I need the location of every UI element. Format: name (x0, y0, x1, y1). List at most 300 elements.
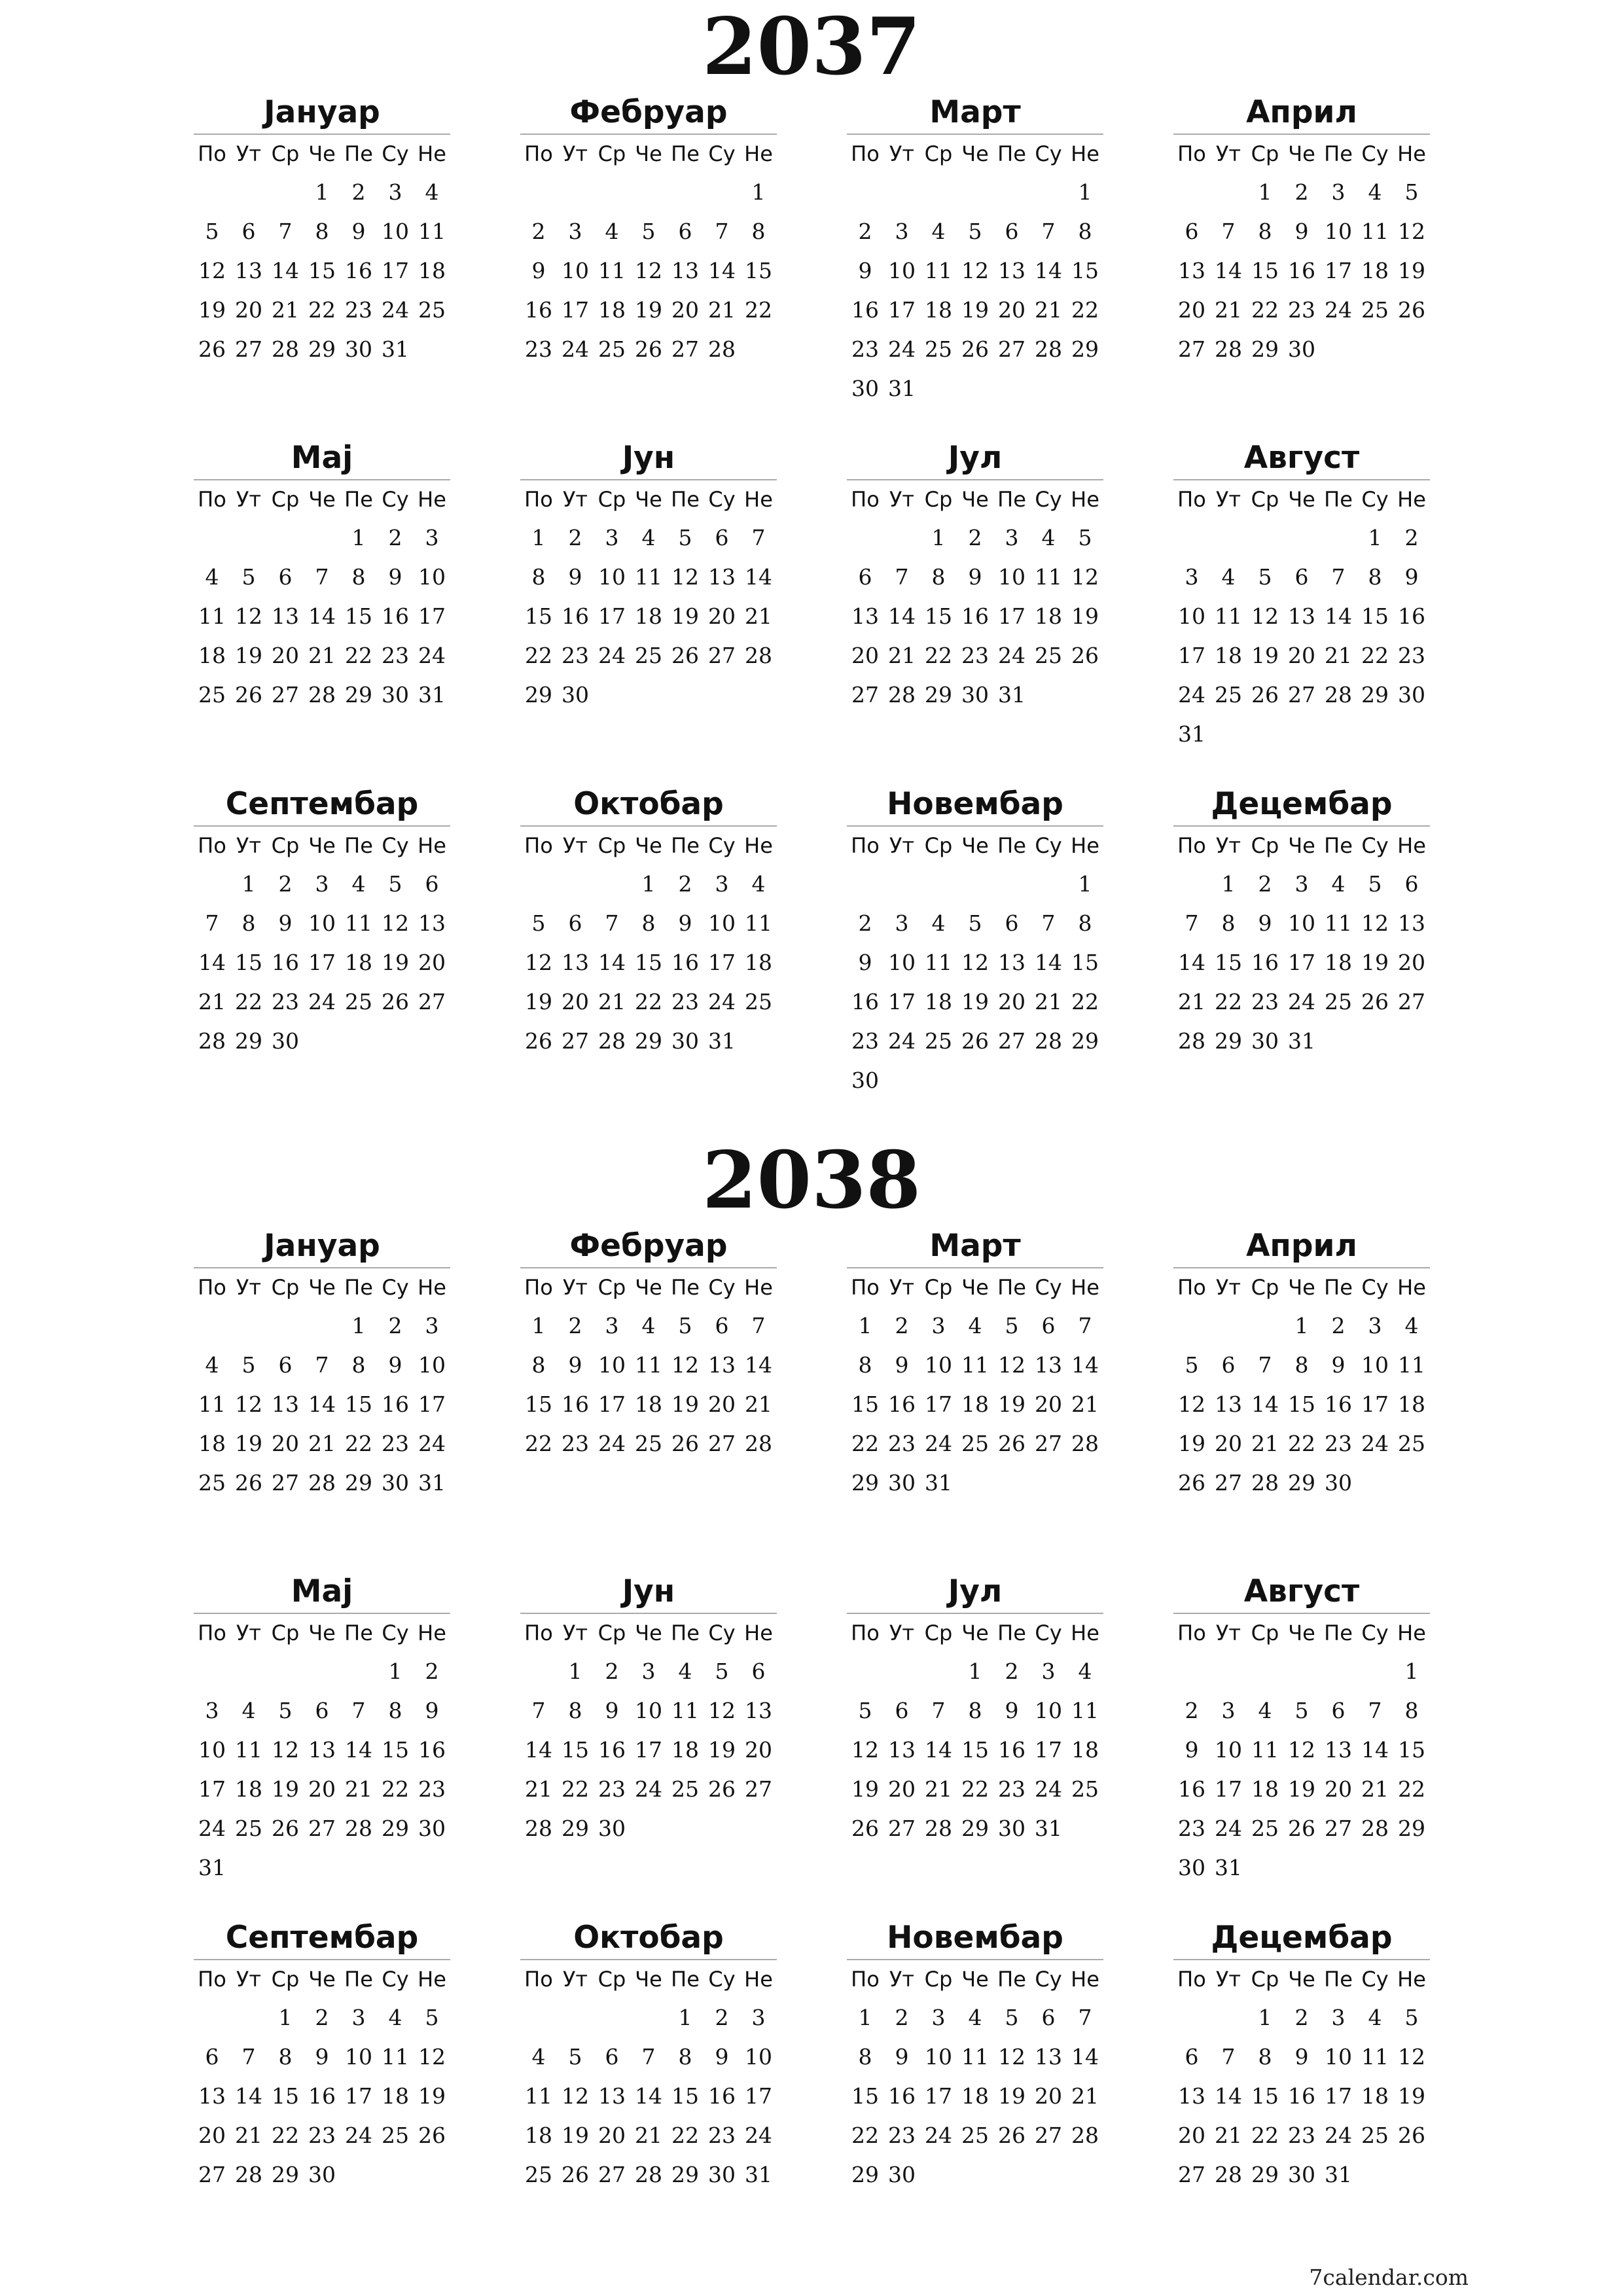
weekday-header (520, 135, 777, 173)
day-cell: 19 (235, 1431, 262, 1456)
day-cell (1247, 518, 1283, 558)
weekday-label: Су (1035, 141, 1062, 166)
day-cell: 4 (678, 1659, 692, 1684)
day-cell: 22 (382, 1776, 409, 1802)
day-cell: 20 (998, 989, 1026, 1014)
day-cell (1357, 1463, 1393, 1503)
day-cell: 27 (235, 336, 262, 362)
day-cell: 11 (1325, 910, 1352, 936)
day-cell: 16 (888, 2083, 916, 2109)
day-cell (1393, 1848, 1430, 1888)
day-cell: 19 (198, 297, 226, 323)
weekday-header (847, 1614, 1103, 1652)
day-cell: 24 (998, 643, 1026, 668)
weekday-label: Че (308, 833, 336, 858)
weekday-label: Ут (889, 141, 915, 166)
day-cell (957, 369, 993, 408)
day-cell (1210, 173, 1247, 212)
day-cell: 29 (925, 682, 952, 708)
day-cell: 16 (851, 989, 879, 1014)
day-cell: 26 (998, 1431, 1026, 1456)
day-cell: 22 (1288, 1431, 1315, 1456)
day-cell: 27 (418, 989, 446, 1014)
month-title: Фебруар (520, 92, 777, 135)
day-cell: 18 (345, 950, 372, 975)
day-cell: 30 (272, 1028, 299, 1054)
day-cell: 10 (418, 1352, 446, 1378)
month-title: Април (1173, 1225, 1430, 1268)
day-cell: 31 (382, 336, 409, 362)
day-cell: 21 (925, 1776, 952, 1802)
week-row (847, 1998, 1103, 2037)
day-cell: 19 (671, 1391, 699, 1417)
day-cell: 6 (568, 910, 582, 936)
day-cell: 26 (708, 1776, 736, 1802)
day-cell: 1 (568, 1659, 582, 1684)
week-row (1173, 1424, 1430, 1463)
day-cell: 5 (205, 219, 219, 244)
day-cell: 2 (605, 1659, 619, 1684)
weekday-label: Су (1361, 141, 1389, 166)
day-cell: 8 (1368, 564, 1382, 590)
day-cell: 25 (961, 1431, 989, 1456)
weekday-label: Не (744, 141, 773, 166)
day-cell: 10 (635, 1698, 662, 1723)
day-cell: 15 (382, 1737, 409, 1763)
day-cell: 27 (745, 1776, 772, 1802)
day-cell: 21 (1071, 1391, 1099, 1417)
day-cell: 1 (351, 1313, 366, 1338)
day-cell (993, 369, 1030, 408)
month-block (1173, 92, 1430, 369)
day-cell: 22 (345, 1431, 372, 1456)
day-cell: 20 (1288, 643, 1315, 668)
day-cell (957, 173, 993, 212)
day-cell: 22 (525, 643, 552, 668)
day-cell: 26 (272, 1816, 299, 1841)
day-cell: 26 (1178, 1470, 1205, 1496)
week-row (1173, 1731, 1430, 1770)
day-cell: 30 (888, 1470, 916, 1496)
day-cell: 24 (635, 1776, 662, 1802)
day-cell: 4 (1258, 1698, 1272, 1723)
day-cell: 9 (968, 564, 982, 590)
month-block (847, 92, 1103, 408)
day-cell: 13 (998, 950, 1026, 975)
day-cell: 16 (1178, 1776, 1205, 1802)
day-cell: 25 (198, 1470, 226, 1496)
day-cell: 10 (562, 258, 589, 283)
day-cell: 11 (382, 2044, 409, 2070)
weekday-label: По (198, 833, 226, 858)
day-cell: 14 (1251, 1391, 1279, 1417)
day-cell: 5 (568, 2044, 582, 2070)
month-title: Новембар (847, 783, 1103, 827)
day-cell: 7 (1331, 564, 1346, 590)
day-cell (957, 1061, 993, 1100)
day-cell: 10 (598, 1352, 626, 1378)
day-cell: 28 (1035, 336, 1062, 362)
day-cell: 4 (531, 2044, 546, 2070)
weekday-label: По (851, 1967, 880, 1992)
month-block (194, 1225, 450, 1503)
day-cell: 25 (1251, 1816, 1279, 1841)
day-cell: 9 (1294, 219, 1309, 244)
day-cell: 8 (968, 1698, 982, 1723)
week-row (847, 1731, 1103, 1770)
day-cell: 20 (272, 1431, 299, 1456)
week-row (194, 1652, 450, 1691)
day-cell (993, 1061, 1030, 1100)
day-cell: 27 (272, 682, 299, 708)
day-cell (1320, 1022, 1357, 1061)
weekday-label: Ср (271, 1967, 300, 1992)
day-cell: 19 (961, 297, 989, 323)
week-row (194, 1770, 450, 1809)
day-cell: 6 (1221, 1352, 1236, 1378)
weekday-header (847, 1960, 1103, 1998)
day-cell: 27 (272, 1470, 299, 1496)
day-cell (883, 1061, 920, 1100)
day-cell: 1 (531, 525, 546, 550)
week-row (194, 330, 450, 369)
day-cell: 13 (1215, 1391, 1242, 1417)
day-cell: 6 (278, 1352, 293, 1378)
day-cell: 21 (745, 603, 772, 629)
day-cell: 31 (1178, 721, 1205, 747)
day-cell: 20 (418, 950, 446, 975)
weekday-label: Ср (924, 1621, 953, 1645)
day-cell (194, 865, 230, 904)
day-cell: 2 (858, 219, 872, 244)
day-cell: 27 (708, 643, 736, 668)
day-cell (1247, 1848, 1283, 1888)
day-cell: 15 (671, 2083, 699, 2109)
day-cell: 21 (308, 1431, 336, 1456)
day-cell: 23 (562, 643, 589, 668)
day-cell (630, 173, 667, 212)
day-cell: 5 (1404, 2005, 1419, 2030)
weekday-header (194, 827, 450, 865)
week-row (847, 251, 1103, 291)
weekday-header (847, 480, 1103, 518)
weekday-label: Че (961, 1967, 989, 1992)
day-cell: 26 (562, 2162, 589, 2187)
day-cell: 25 (1035, 643, 1062, 668)
day-cell: 24 (1325, 297, 1352, 323)
day-cell: 20 (272, 643, 299, 668)
day-cell: 26 (525, 1028, 552, 1054)
day-cell: 29 (1398, 1816, 1425, 1841)
day-cell: 25 (925, 336, 952, 362)
day-cell (630, 1809, 667, 1848)
weekday-label: Ут (236, 141, 262, 166)
month-block (847, 1917, 1103, 2195)
day-cell (267, 1306, 304, 1346)
week-row (520, 2077, 777, 2116)
weekday-label: Су (708, 1621, 736, 1645)
week-row (520, 173, 777, 212)
day-cell (340, 2155, 377, 2195)
day-cell (993, 1463, 1030, 1503)
day-cell (1320, 715, 1357, 754)
day-cell: 29 (345, 1470, 372, 1496)
weekday-header (1173, 480, 1430, 518)
weekday-label: Ут (236, 1621, 262, 1645)
day-cell: 17 (345, 2083, 372, 2109)
day-cell: 8 (531, 564, 546, 590)
day-cell: 8 (531, 1352, 546, 1378)
day-cell: 16 (851, 297, 879, 323)
day-cell: 30 (888, 2162, 916, 2187)
day-cell: 14 (198, 950, 226, 975)
day-cell: 3 (1294, 871, 1309, 897)
day-cell (230, 1998, 267, 2037)
weekday-label: По (851, 833, 880, 858)
week-row (1173, 1463, 1430, 1503)
weekday-label: Ср (271, 487, 300, 512)
weekday-header (194, 135, 450, 173)
week-row (520, 212, 777, 251)
day-cell: 2 (1294, 179, 1309, 205)
day-cell (594, 1998, 630, 2037)
day-cell: 30 (418, 1816, 446, 1841)
weekday-label: По (524, 141, 553, 166)
day-cell: 26 (382, 989, 409, 1014)
day-cell: 11 (1361, 219, 1389, 244)
day-cell: 17 (1325, 258, 1352, 283)
day-cell: 1 (1404, 1659, 1419, 1684)
month-title: Март (847, 92, 1103, 135)
day-cell: 30 (671, 1028, 699, 1054)
day-cell: 7 (278, 219, 293, 244)
day-cell: 16 (382, 1391, 409, 1417)
weekday-label: Че (308, 141, 336, 166)
weekday-label: Че (308, 1967, 336, 1992)
day-cell: 7 (1221, 219, 1236, 244)
day-cell: 19 (671, 603, 699, 629)
day-cell: 11 (1398, 1352, 1425, 1378)
day-cell: 17 (1035, 1737, 1062, 1763)
day-cell: 30 (345, 336, 372, 362)
weekday-label: Ср (597, 1621, 626, 1645)
week-row (1173, 865, 1430, 904)
day-cell: 14 (1178, 950, 1205, 975)
day-cell: 6 (895, 1698, 909, 1723)
day-cell: 18 (671, 1737, 699, 1763)
day-cell: 12 (1361, 910, 1389, 936)
weekday-label: Ср (924, 1275, 953, 1300)
month-title: Октобар (520, 783, 777, 827)
day-cell: 8 (388, 1698, 402, 1723)
weekday-label: Су (382, 833, 409, 858)
day-cell: 1 (278, 2005, 293, 2030)
day-cell: 27 (1178, 336, 1205, 362)
day-cell: 8 (278, 2044, 293, 2070)
day-cell: 23 (888, 1431, 916, 1456)
day-cell: 22 (635, 989, 662, 1014)
day-cell: 20 (708, 1391, 736, 1417)
day-cell: 5 (1294, 1698, 1309, 1723)
weekday-label: Ут (889, 1621, 915, 1645)
day-cell: 30 (1288, 336, 1315, 362)
weekday-label: Ср (597, 487, 626, 512)
month-title: Јануар (194, 92, 450, 135)
day-cell: 6 (1041, 2005, 1056, 2030)
week-row (1173, 1385, 1430, 1424)
weekday-label: Ут (562, 1275, 588, 1300)
day-cell: 3 (605, 1313, 619, 1338)
day-cell: 29 (308, 336, 336, 362)
day-cell (267, 173, 304, 212)
day-cell: 15 (925, 603, 952, 629)
weekday-label: Пе (1324, 487, 1353, 512)
week-row (847, 518, 1103, 558)
day-cell: 27 (998, 1028, 1026, 1054)
day-cell: 13 (198, 2083, 226, 2109)
day-cell: 28 (888, 682, 916, 708)
day-cell (740, 330, 777, 369)
weekday-label: Ут (889, 833, 915, 858)
weekday-header (520, 480, 777, 518)
weekday-label: Ср (1251, 1621, 1279, 1645)
day-cell: 6 (1005, 910, 1019, 936)
day-cell: 22 (562, 1776, 589, 1802)
week-row (194, 1424, 450, 1463)
day-cell: 26 (235, 1470, 262, 1496)
day-cell: 29 (1251, 336, 1279, 362)
day-cell: 6 (1185, 219, 1199, 244)
day-cell: 5 (425, 2005, 439, 2030)
week-row (520, 251, 777, 291)
day-cell: 16 (961, 603, 989, 629)
site-credit: 7calendar.com (1309, 2265, 1469, 2290)
day-cell: 31 (925, 1470, 952, 1496)
day-cell: 4 (1041, 525, 1056, 550)
day-cell: 12 (562, 2083, 589, 2109)
day-cell: 14 (1035, 258, 1062, 283)
day-cell: 9 (1258, 910, 1272, 936)
day-cell: 6 (1331, 1698, 1346, 1723)
week-row (1173, 330, 1430, 369)
day-cell: 13 (1178, 258, 1205, 283)
day-cell: 30 (851, 1067, 879, 1093)
day-cell: 1 (641, 871, 656, 897)
week-row (194, 212, 450, 251)
day-cell: 10 (888, 950, 916, 975)
day-cell (920, 865, 957, 904)
day-cell (883, 1652, 920, 1691)
day-cell: 7 (641, 2044, 656, 2070)
day-cell: 25 (1361, 297, 1389, 323)
day-cell: 9 (388, 564, 402, 590)
day-cell: 19 (998, 2083, 1026, 2109)
week-row (847, 943, 1103, 982)
weekday-label: Ут (562, 1621, 588, 1645)
day-cell: 22 (1398, 1776, 1425, 1802)
day-cell: 23 (1178, 1816, 1205, 1841)
week-row (847, 2116, 1103, 2155)
day-cell (847, 1652, 883, 1691)
day-cell: 12 (708, 1698, 736, 1723)
day-cell: 28 (1325, 682, 1352, 708)
day-cell: 12 (1071, 564, 1099, 590)
day-cell: 20 (235, 297, 262, 323)
week-row (1173, 904, 1430, 943)
day-cell: 1 (1368, 525, 1382, 550)
month-block (194, 783, 450, 1061)
day-cell: 23 (382, 1431, 409, 1456)
day-cell: 7 (241, 2044, 256, 2070)
week-row (1173, 291, 1430, 330)
day-cell: 23 (961, 643, 989, 668)
weekday-label: Че (961, 141, 989, 166)
day-cell: 3 (351, 2005, 366, 2030)
day-cell: 29 (961, 1816, 989, 1841)
week-row (1173, 943, 1430, 982)
day-cell (1067, 1061, 1103, 1100)
day-cell: 5 (1005, 1313, 1019, 1338)
day-cell: 18 (961, 1391, 989, 1417)
week-row (520, 1424, 777, 1463)
day-cell: 25 (1071, 1776, 1099, 1802)
day-cell: 23 (1251, 989, 1279, 1014)
day-cell: 30 (562, 682, 589, 708)
week-row (1173, 1652, 1430, 1691)
day-cell (847, 865, 883, 904)
weekday-label: Су (708, 1967, 736, 1992)
day-cell: 29 (1071, 1028, 1099, 1054)
day-cell: 17 (998, 603, 1026, 629)
week-row (1173, 597, 1430, 636)
month-title: Септембар (194, 1917, 450, 1960)
week-row (520, 597, 777, 636)
day-cell: 14 (308, 603, 336, 629)
day-cell: 30 (998, 1816, 1026, 1841)
day-cell: 11 (635, 564, 662, 590)
day-cell: 17 (745, 2083, 772, 2109)
day-cell (920, 1652, 957, 1691)
day-cell: 12 (198, 258, 226, 283)
day-cell: 5 (858, 1698, 872, 1723)
day-cell: 14 (345, 1737, 372, 1763)
day-cell: 10 (745, 2044, 772, 2070)
day-cell: 12 (851, 1737, 879, 1763)
day-cell: 6 (715, 1313, 729, 1338)
day-cell: 5 (678, 525, 692, 550)
week-row (520, 675, 777, 715)
weekday-label: Ут (1215, 1967, 1241, 1992)
day-cell: 12 (1178, 1391, 1205, 1417)
day-cell (1173, 1306, 1210, 1346)
day-cell: 12 (961, 950, 989, 975)
day-cell: 27 (1035, 2123, 1062, 2148)
day-cell: 14 (925, 1737, 952, 1763)
weekday-label: Че (635, 833, 662, 858)
day-cell: 11 (961, 2044, 989, 2070)
weekday-label: Не (418, 1275, 446, 1300)
month-title: Септембар (194, 783, 450, 827)
day-cell: 9 (895, 2044, 909, 2070)
day-cell: 15 (961, 1737, 989, 1763)
week-row (520, 330, 777, 369)
week-row (847, 1061, 1103, 1100)
day-cell: 5 (641, 219, 656, 244)
day-cell: 30 (1325, 1470, 1352, 1496)
week-row (847, 1770, 1103, 1809)
week-row (520, 2037, 777, 2077)
day-cell (1357, 1022, 1393, 1061)
